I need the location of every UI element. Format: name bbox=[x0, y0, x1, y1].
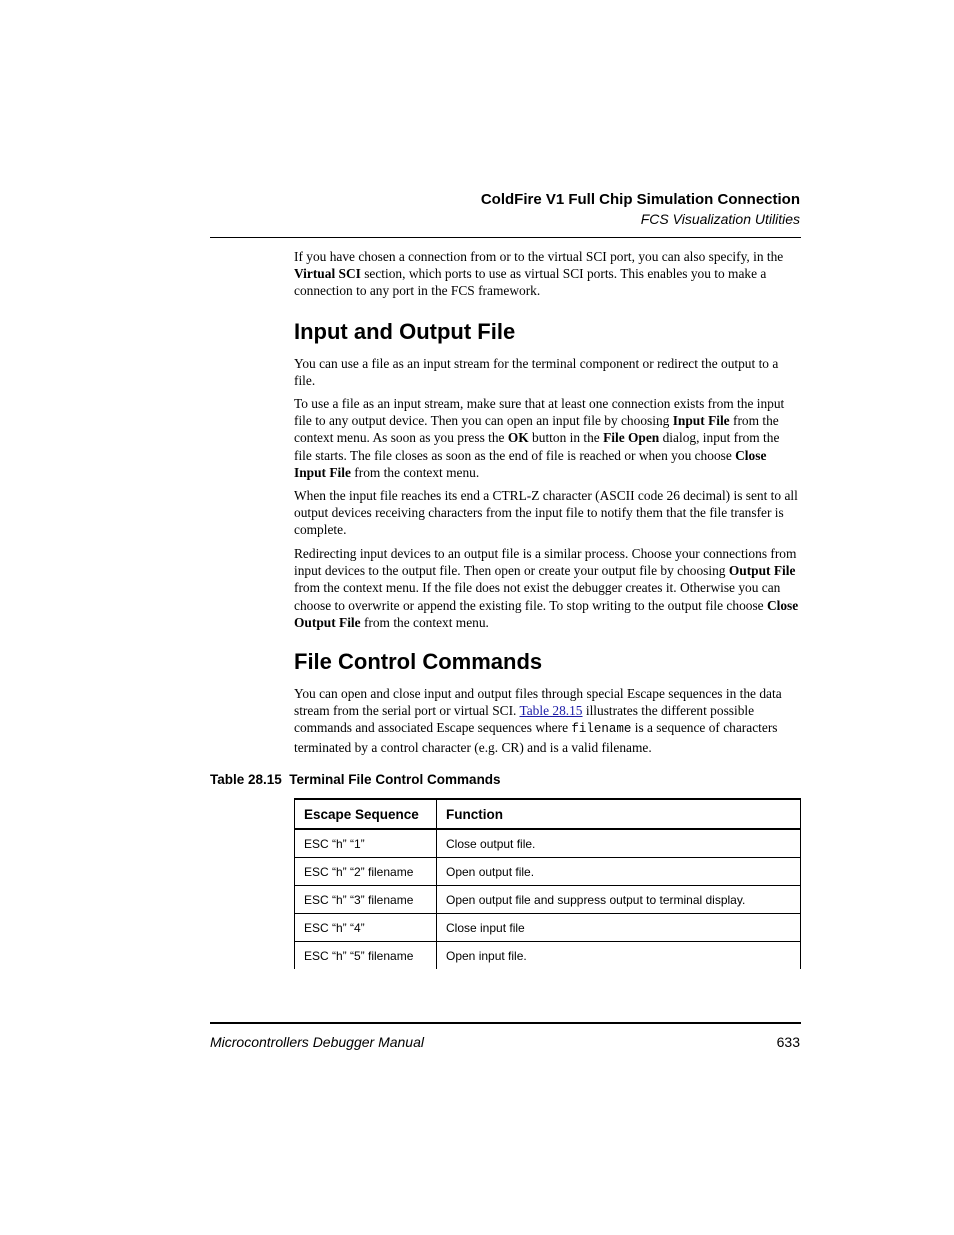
io-text-4 bbox=[294, 545, 800, 631]
fc-p1-t3: is a sequence of characters terminated by a control character (e.g. CR) and is a valid filename. bbox=[294, 720, 778, 755]
io-p2-t4: dialog, input from the file starts. The file closes as soon as the end of file is reached or when you choose bbox=[294, 430, 780, 463]
footer-page-number: 633 bbox=[776, 1034, 800, 1050]
table-header-function: Function bbox=[437, 799, 801, 829]
io-p2-t1: To use a file as an input stream, make sure that at least one connection exists from the input file to any output device. Then you can open an input file by choosing bbox=[294, 396, 785, 429]
running-header-subtitle: FCS Visualization Utilities bbox=[640, 211, 800, 227]
table-cell-escape: ESC “h” “5” filename bbox=[295, 942, 437, 970]
table-cell-function: Close input file bbox=[437, 914, 801, 942]
table-row bbox=[295, 858, 801, 886]
intro-text-1: If you have chosen a connection from or to the virtual SCI port, you can also specify, in the bbox=[294, 249, 784, 264]
io-p2-bold-input-file: Input File bbox=[672, 413, 730, 429]
io-text-2 bbox=[294, 395, 800, 481]
table-row bbox=[295, 886, 801, 914]
fc-p1-code-filename: filename bbox=[571, 722, 632, 737]
table-cell-function: Open output file. bbox=[437, 858, 801, 886]
section-input-output-file bbox=[294, 319, 800, 345]
table-cell-function: Open output file and suppress output to terminal display. bbox=[437, 886, 801, 914]
io-p2-t2: from the context menu. As soon as you press the bbox=[294, 413, 779, 446]
io-p4-t1: Redirecting input devices to an output file is a similar process. Choose your connections from input devices to the output file. Then open or create your output file by choosing bbox=[294, 546, 797, 579]
io-p2-bold-ok: OK bbox=[507, 430, 529, 446]
io-p2-t5: from the context menu. bbox=[350, 464, 480, 480]
io-paragraph-2 bbox=[294, 395, 800, 481]
table-header-escape-sequence: Escape Sequence bbox=[295, 799, 437, 829]
table-reference-link[interactable]: Table 28.15 bbox=[519, 703, 583, 719]
intro-paragraph bbox=[294, 248, 800, 300]
terminal-file-control-table bbox=[294, 798, 801, 969]
section-file-control-commands bbox=[294, 649, 800, 675]
fc-p1-t1: You can open and close input and output files through special Escape sequences in the data stream from the serial port or virtual SCI. bbox=[294, 686, 782, 719]
io-text-1: You can use a file as an input stream for the terminal component or redirect the output to a file. bbox=[294, 356, 779, 389]
io-p2-bold-close-input-file: Close Input File bbox=[294, 447, 767, 480]
section-heading-file-control: File Control Commands bbox=[294, 649, 543, 674]
fc-p1-t2: illustrates the different possible commands and associated Escape sequences where bbox=[294, 703, 755, 736]
table-row bbox=[295, 829, 801, 858]
io-p2-t3: button in the bbox=[528, 430, 604, 446]
intro-text bbox=[294, 248, 800, 300]
table-row bbox=[295, 914, 801, 942]
io-p4-t2: from the context menu. If the file does not exist the debugger creates it. Otherwise you can choose to overwrite or append the existing file. To stop writing to the output file choose bbox=[294, 580, 781, 613]
table-caption: Table 28.15 Terminal File Control Commands bbox=[210, 772, 501, 787]
table-header-row bbox=[295, 799, 801, 829]
io-p4-bold-close-output-file: Close Output File bbox=[294, 597, 799, 630]
io-p4-t3: from the context menu. bbox=[360, 614, 489, 630]
io-paragraph-4 bbox=[294, 545, 800, 631]
fc-text-1 bbox=[294, 685, 800, 756]
header-rule bbox=[210, 237, 801, 238]
table-cell-function: Close output file. bbox=[437, 829, 801, 858]
io-paragraph-3 bbox=[294, 487, 800, 539]
table-cell-escape: ESC “h” “1” bbox=[295, 829, 437, 858]
table-cell-escape: ESC “h” “3” filename bbox=[295, 886, 437, 914]
io-text-3: When the input file reaches its end a CTRL-Z character (ASCII code 26 decimal) is sent to all output devices receiving characters from the input file to notify them that the file transfer is complete. bbox=[294, 488, 798, 538]
io-p2-bold-file-open: File Open bbox=[603, 430, 660, 446]
footer-rule bbox=[210, 1022, 801, 1024]
running-header-title: ColdFire V1 Full Chip Simulation Connection bbox=[480, 191, 800, 208]
io-p4-bold-output-file: Output File bbox=[728, 563, 796, 579]
fc-paragraph-1 bbox=[294, 685, 800, 756]
table-cell-escape: ESC “h” “2” filename bbox=[295, 858, 437, 886]
table-cell-function: Open input file. bbox=[437, 942, 801, 970]
table-cell-escape: ESC “h” “4” bbox=[295, 914, 437, 942]
intro-text-2: section, which ports to use as virtual SCI ports. This enables you to make a connection to any port in the FCS framework. bbox=[294, 266, 767, 299]
footer-manual-title: Microcontrollers Debugger Manual bbox=[210, 1034, 424, 1050]
table-row bbox=[295, 942, 801, 970]
intro-bold-virtual-sci: Virtual SCI bbox=[294, 266, 361, 282]
io-paragraph-1 bbox=[294, 355, 800, 389]
section-heading-input-output: Input and Output File bbox=[294, 319, 516, 344]
